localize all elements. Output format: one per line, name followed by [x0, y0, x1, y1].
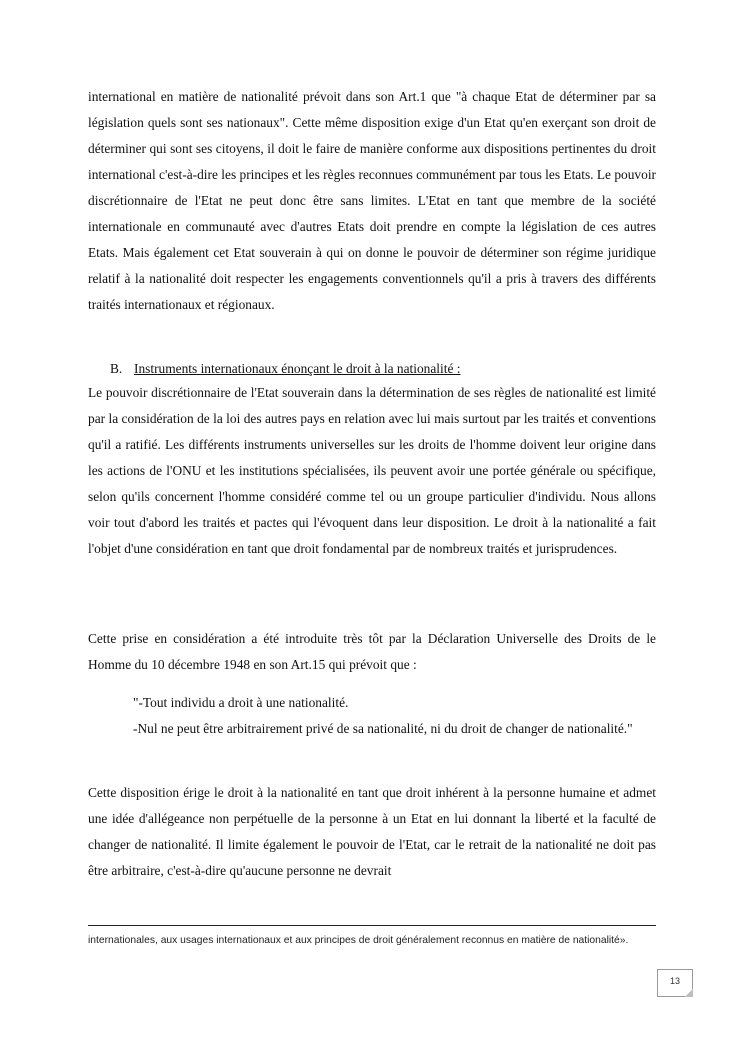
footnote-text: internationales, aux usages internationaux et aux principes de droit généralement reconnus en matière de nationalité». [88, 935, 629, 946]
paragraph-text: Le pouvoir discrétionnaire de l'Etat souverain dans la détermination de ses règles de nationalité est limité par la considération de la loi des autres pays en relation avec lui mais surtout par les traités et conventions qu'il a ratifié. Les différents instruments universelles sur les droits de l'homme doivent leur origine dans les actions de l'ONU et les institutions spécialisées, ils peuvent avoir une portée générale ou spécifique, selon qu'ils concernent l'homme considéré comme tel ou un groupe particulier d'individu. Nous allons voir tout d'abord les traités et pactes qui l'évoquent dans leur disposition. Le droit à la nationalité a fait l'objet d'une considération en tant que droit fondamental par de nombreux traités et jurisprudences. [88, 385, 656, 556]
footnote-divider [88, 925, 656, 926]
section-letter: B. [110, 361, 123, 376]
page-number: 13 [669, 976, 680, 986]
body-paragraph-1 [88, 84, 656, 318]
paragraph-text: Cette disposition érige le droit à la nationalité en tant que droit inhérent à la personne humaine et admet une idée d'allégeance non perpétuelle de la personne à un Etat en lui donnant la liberté et la faculté de changer de nationalité. Il limite également le pouvoir de l'Etat, car le retrait de la nationalité ne doit pas être arbitraire, c'est-à-dire qu'aucune personne ne devrait [88, 785, 656, 878]
quote-line-2: -Nul ne peut être arbitrairement privé de sa nationalité, ni du droit de changer de nationalité." [133, 721, 633, 736]
article-quote [133, 690, 656, 742]
quote-line-1: "-Tout individu a droit à une nationalité. [133, 695, 349, 710]
body-paragraph-4 [88, 780, 656, 884]
page-number-box [657, 969, 693, 997]
body-paragraph-2 [88, 380, 656, 562]
paragraph-text: international en matière de nationalité prévoit dans son Art.1 que "à chaque Etat de déterminer par sa législation quels sont ses nationaux". Cette même disposition exige d'un Etat qu'en exerçant son droit de déterminer qui sont ses citoyens, il doit le faire de manière conforme aux dispositions pertinentes du droit international c'est-à-dire les principes et les règles reconnues communément par tous les Etats. Le pouvoir discrétionnaire de l'Etat ne peut donc être sans limites. L'Etat en tant que membre de la société internationale en communauté avec d'autres Etats doit prendre en compte la législation de ces autres Etats. Mais également cet Etat souverain à qui on donne le pouvoir de déterminer son régime juridique relatif à la nationalité doit respecter les engagements conventionnels qu'il a pris à travers des différents traités internationaux et régionaux. [88, 89, 656, 312]
section-title: Instruments internationaux énonçant le droit à la nationalité : [134, 361, 461, 376]
body-paragraph-3 [88, 626, 656, 678]
paragraph-text: Cette prise en considération a été introduite très tôt par la Déclaration Universelle des Droits de le Homme du 10 décembre 1948 en son Art.15 qui prévoit que : [88, 631, 656, 672]
section-heading [110, 356, 460, 382]
